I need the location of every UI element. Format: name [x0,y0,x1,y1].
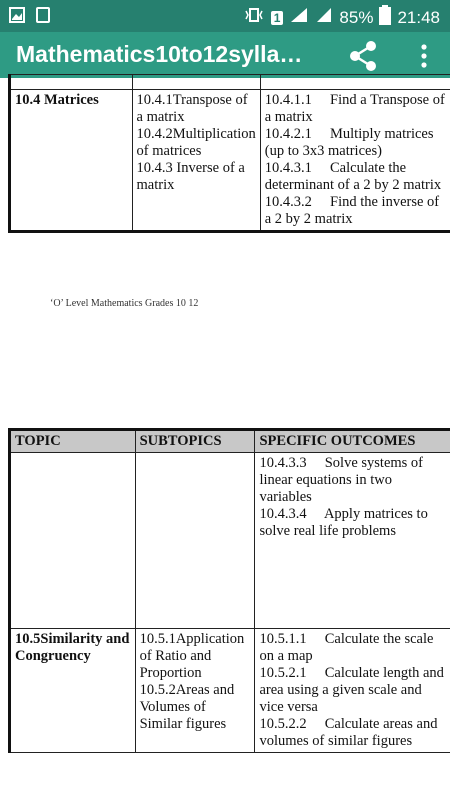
outcomes-cell [260,90,450,232]
syllabus-table-1 [8,74,450,233]
share-icon[interactable] [346,40,380,72]
column-header: SUBTOPICS [135,430,255,453]
signal-icon-2 [315,6,333,29]
table-row [10,629,450,753]
syllabus-table-2 [8,428,450,753]
subtopic-item: 10.4.2Multiplication of matrices [136,126,256,159]
page-footer: ‘O’ Level Mathematics Grades 10 12 [50,298,199,309]
outcome-item: 10.4.3.4 Apply matrices to solve real life problems [259,506,428,539]
table-row [10,453,450,629]
outcome-item: 10.5.2.1 Calculate length and area using a given scale and vice versa [259,665,444,715]
outcome-item: 10.4.3.2 Find the inverse of a 2 by 2 matrix [264,194,440,227]
subtopic-item: 10.5.2Areas and Volumes of Similar figures [139,682,235,732]
gallery-notification-icon [8,6,26,29]
table-header-row [10,430,450,453]
subtopic-item: 10.4.3 Inverse of a matrix [136,160,245,193]
vibrate-icon [243,6,265,29]
outcome-item: 10.4.3.1 Calculate the determinant of a 2 by 2 matrix [264,160,442,193]
download-notification-icon [34,6,52,29]
document-title: Mathematics10to12sylla… [16,41,303,67]
signal-icon [289,6,309,29]
column-header: TOPIC [10,430,136,453]
outcome-item: 10.4.1.1 Find a Transpose of a matrix [264,92,445,125]
column-header: SPECIFIC OUTCOMES [255,430,450,453]
table-row [10,90,450,232]
outcomes-cell [255,453,450,629]
outcomes-cell [255,629,450,753]
sim-badge: 1 [271,11,284,25]
subtopic-item: 10.5.1Application of Ratio and Proportion [139,631,245,681]
battery-icon [379,5,391,30]
battery-percent: 85% [339,7,374,27]
subtopic-item: 10.4.1Transpose of a matrix [136,92,248,125]
app-bar [0,32,450,78]
subtopics-cell [135,629,255,753]
topic-cell [10,453,136,629]
status-bar [0,0,450,32]
outcome-item: 10.5.2.2 Calculate areas and volumes of similar figures [259,716,438,749]
topic-cell: 10.4 Matrices [10,90,133,232]
more-options-icon[interactable] [414,40,434,72]
subtopics-cell [135,453,255,629]
subtopics-cell [132,90,260,232]
outcome-item: 10.4.2.1 Multiply matrices (up to 3x3 matrices) [264,126,434,159]
outcome-item: 10.5.1.1 Calculate the scale on a map [259,631,434,664]
clock: 21:48 [397,7,440,27]
topic-cell: 10.5Similarity and Congruency [10,629,136,753]
outcome-item: 10.4.3.3 Solve systems of linear equations in two variables [259,455,424,505]
